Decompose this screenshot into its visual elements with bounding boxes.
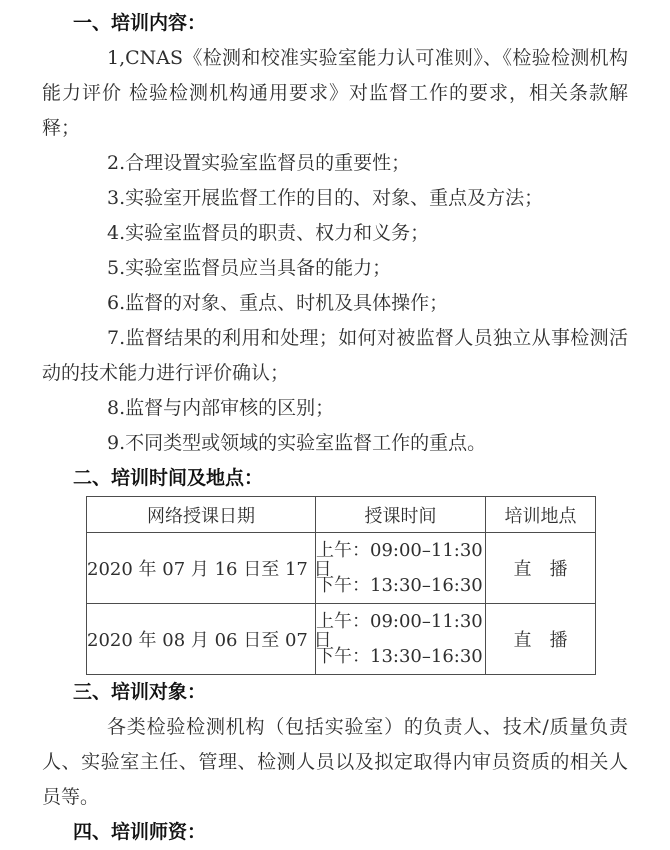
section1-item-2: 2.合理设置实验室监督员的重要性； xyxy=(107,152,411,174)
section3-heading: 三、培训对象： xyxy=(73,681,207,703)
section3-body: 各类检验检测机构（包括实验室）的负责人、技术/质量负责人、实验室主任、管理、检测人员以及拟定取得内审员资质的相关人员等。 xyxy=(42,716,628,808)
table-row xyxy=(87,533,596,604)
session2-afternoon-time: 下午：13:30–16:30 xyxy=(316,646,483,667)
section1-item-3: 3.实验室开展监督工作的目的、对象、重点及方法； xyxy=(107,187,544,209)
table-row xyxy=(87,604,596,675)
section1-item-6: 6.监督的对象、重点、时机及具体操作； xyxy=(107,292,449,314)
section4-heading: 四、培训师资： xyxy=(73,821,207,843)
session2-location: 直 播 xyxy=(486,604,596,675)
session2-morning-time: 上午：09:00–11:30 xyxy=(316,611,483,632)
session1-location: 直 播 xyxy=(486,533,596,604)
column-header-time: 授课时间 xyxy=(316,497,486,533)
section1-item-1: 1,CNAS《检测和校准实验室能力认可准则》、《检验检测机构能力评价 检验检测机构通用要求》对监督工作的要求，相关条款解释； xyxy=(42,47,628,139)
column-header-location: 培训地点 xyxy=(486,497,596,533)
training-schedule-table xyxy=(86,496,596,675)
section1-item-9: 9.不同类型或领域的实验室监督工作的重点。 xyxy=(107,432,487,454)
section1-item-8: 8.监督与内部审核的区别； xyxy=(107,397,335,419)
session1-morning-time: 上午：09:00–11:30 xyxy=(316,540,483,561)
session2-date: 2020 年 08 月 06 日至 07 日 xyxy=(87,604,316,675)
section1-item-4: 4.实验室监督员的职责、权力和义务； xyxy=(107,222,430,244)
section1-item-7: 7.监督结果的利用和处理；如何对被监督人员独立从事检测活动的技术能力进行评价确认； xyxy=(42,327,628,384)
session1-date: 2020 年 07 月 16 日至 17 日 xyxy=(87,533,316,604)
session1-afternoon-time: 下午：13:30–16:30 xyxy=(316,575,483,596)
column-header-date: 网络授课日期 xyxy=(87,497,316,533)
section2-heading: 二、培训时间及地点： xyxy=(73,467,264,489)
table-header-row xyxy=(87,497,596,533)
section1-item-5: 5.实验室监督员应当具备的能力； xyxy=(107,257,392,279)
session2-time xyxy=(316,604,486,675)
session1-time xyxy=(316,533,486,604)
section1-heading: 一、培训内容： xyxy=(73,12,207,34)
